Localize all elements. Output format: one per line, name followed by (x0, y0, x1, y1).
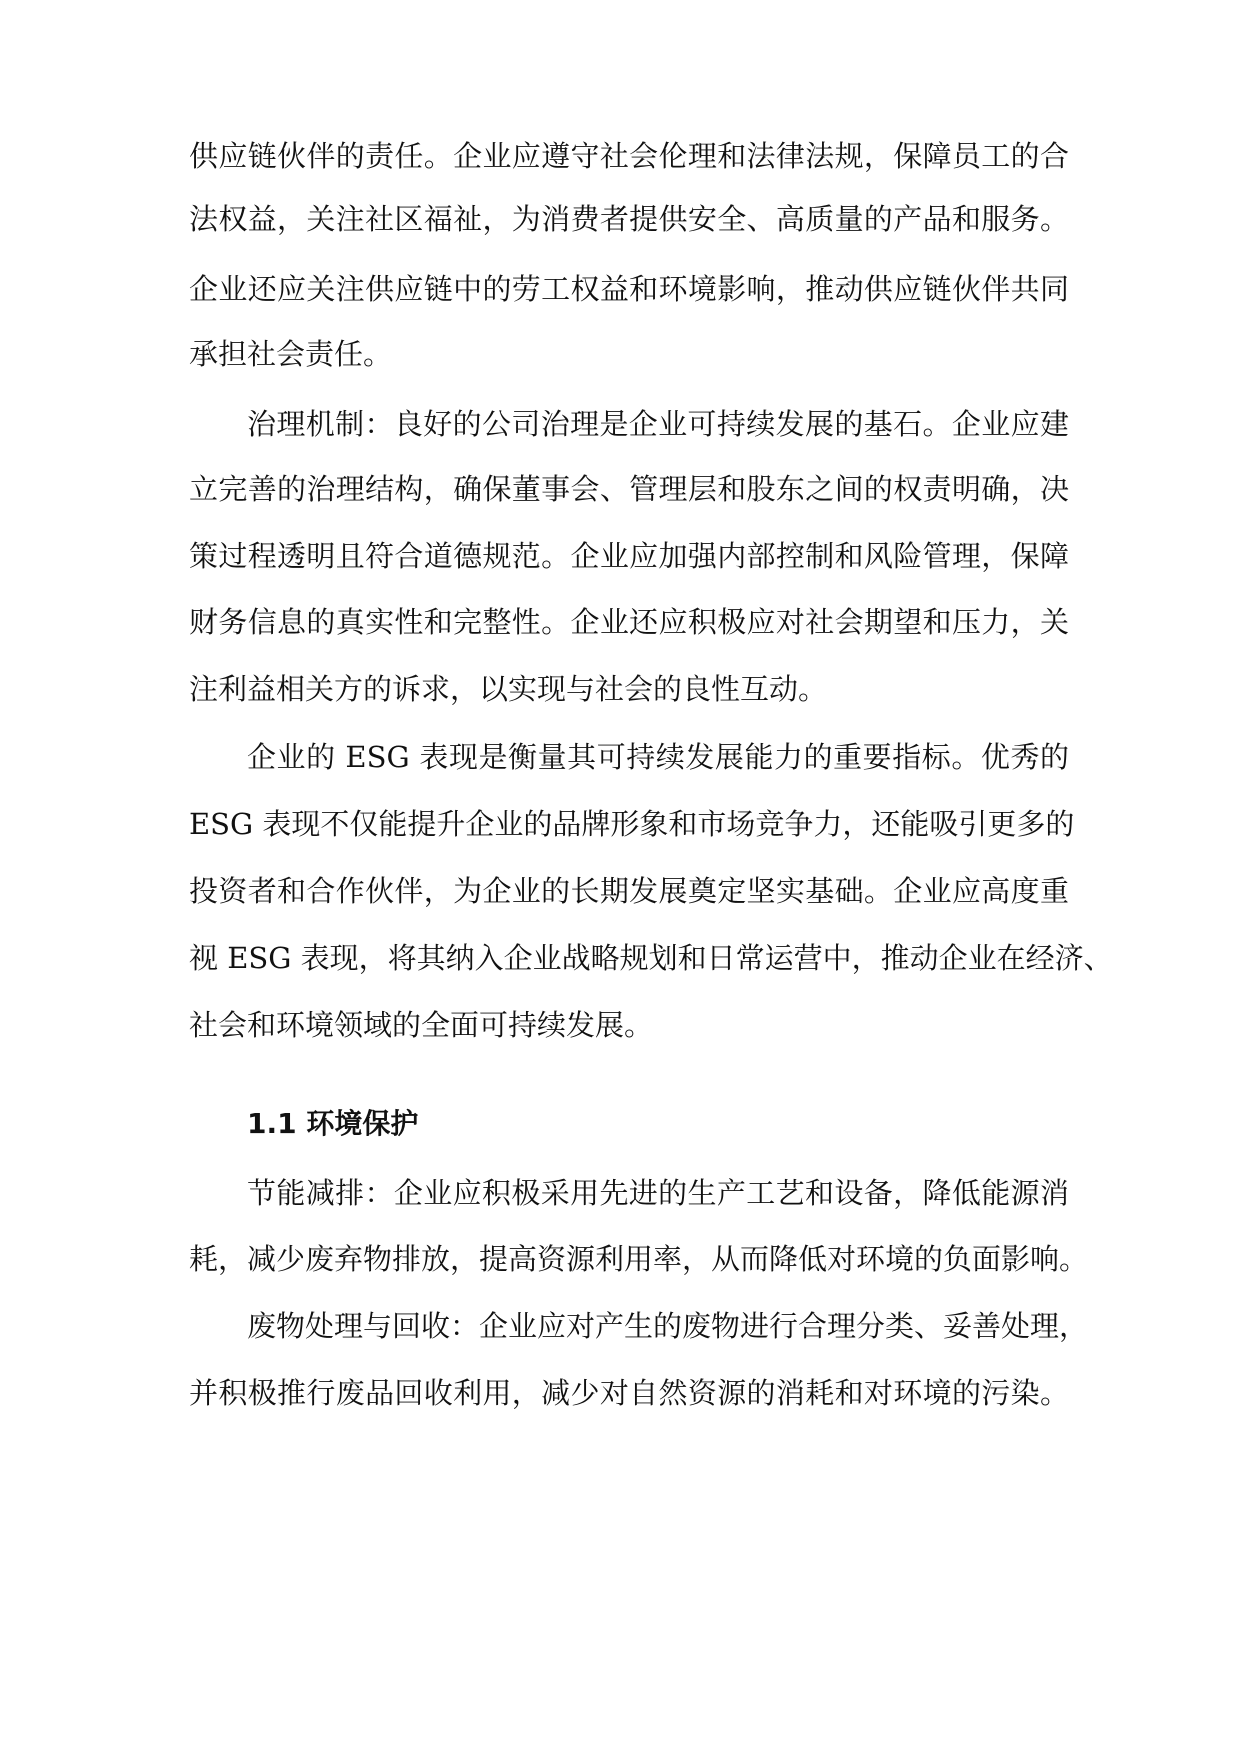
paragraph-line: ESG 表现不仅能提升企业的品牌形象和市场竞争力，还能吸引更多的 (189, 807, 1075, 841)
paragraph-line: 供应链伙伴的责任。企业应遵守社会伦理和法律法规，保障员工的合 (189, 139, 1069, 173)
paragraph-line: 治理机制：良好的公司治理是企业可持续发展的基石。企业应建 (247, 407, 1069, 441)
paragraph-line: 立完善的治理结构，确保董事会、管理层和股东之间的权责明确，决 (189, 472, 1069, 506)
paragraph-line: 社会和环境领域的全面可持续发展。 (189, 1008, 654, 1042)
paragraph-line: 法权益，关注社区福祉，为消费者提供安全、高质量的产品和服务。 (189, 202, 1069, 236)
paragraph-line: 财务信息的真实性和完整性。企业还应积极应对社会期望和压力，关 (189, 605, 1069, 639)
paragraph-line: 废物处理与回收：企业应对产生的废物进行合理分类、妥善处理， (247, 1309, 1089, 1343)
paragraph-line: 策过程透明且符合道德规范。企业应加强内部控制和风险管理，保障 (189, 539, 1069, 573)
paragraph-line: 视 ESG 表现，将其纳入企业战略规划和日常运营中，推动企业在经济、 (189, 941, 1113, 975)
paragraph-line: 并积极推行废品回收利用，减少对自然资源的消耗和对环境的污染。 (189, 1376, 1069, 1410)
paragraph-line: 节能减排：企业应积极采用先进的生产工艺和设备，降低能源消 (247, 1176, 1069, 1210)
section-heading: 1.1 环境保护 (247, 1107, 419, 1140)
paragraph-line: 注利益相关方的诉求，以实现与社会的良性互动。 (189, 672, 828, 706)
paragraph-line: 耗，减少废弃物排放，提高资源利用率，从而降低对环境的负面影响。 (189, 1242, 1089, 1276)
paragraph-line: 承担社会责任。 (189, 337, 393, 371)
paragraph-line: 企业的 ESG 表现是衡量其可持续发展能力的重要指标。优秀的 (247, 740, 1069, 774)
paragraph-line: 投资者和合作伙伴，为企业的长期发展奠定坚实基础。企业应高度重 (189, 874, 1069, 908)
paragraph-line: 企业还应关注供应链中的劳工权益和环境影响，推动供应链伙伴共同 (189, 272, 1069, 306)
